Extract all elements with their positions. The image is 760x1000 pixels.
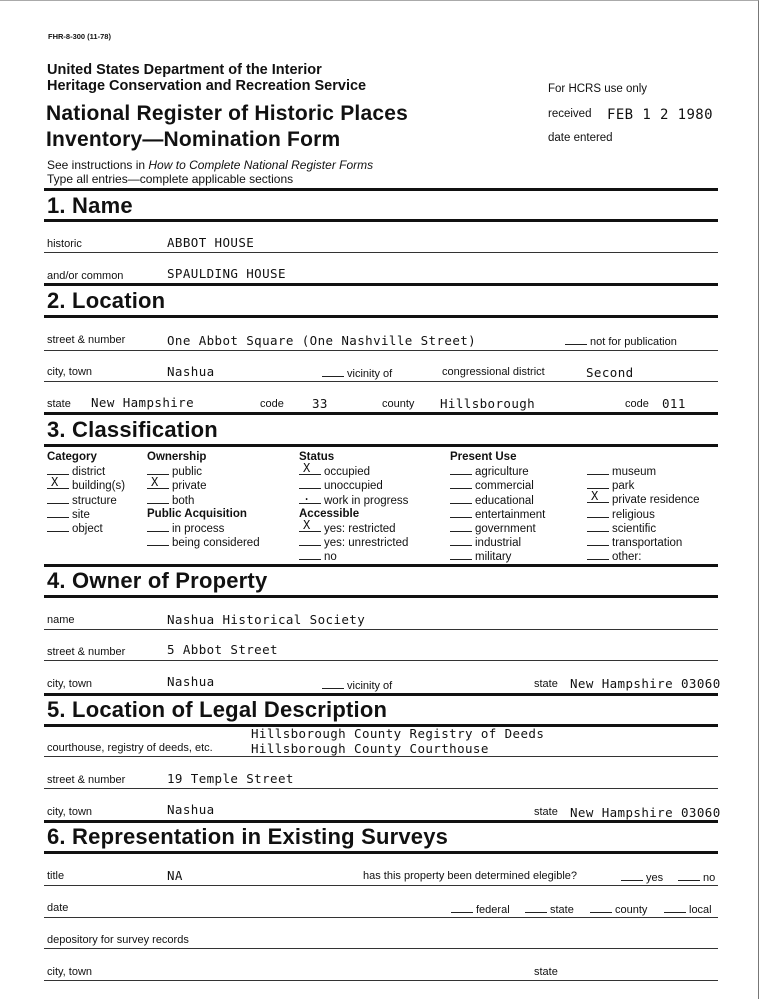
present-use-option[interactable] — [587, 507, 700, 521]
registry-value-2: Hillsborough County Courthouse — [251, 741, 489, 756]
status-option[interactable] — [299, 460, 408, 479]
checkbox-blank[interactable] — [587, 521, 609, 532]
congress-value: Second — [586, 365, 634, 380]
received-stamp: FEB 1 2 1980 — [607, 107, 713, 123]
code2-value: 011 — [662, 396, 686, 411]
county-label: county — [382, 398, 415, 410]
level-federal: federal — [451, 902, 510, 916]
present-use-option-label: government — [475, 522, 536, 535]
present-use-option[interactable] — [450, 521, 545, 535]
present-use-option-label: scientific — [612, 522, 657, 535]
rule — [44, 252, 718, 253]
hcrs-heading: For HCRS use only — [548, 83, 648, 95]
checkbox-blank[interactable] — [47, 521, 69, 532]
ownership-column — [147, 450, 260, 549]
eligible-no: no — [678, 870, 715, 884]
present-use-heading: Present Use — [450, 451, 517, 463]
present-use-option-label: industrial — [475, 537, 522, 550]
status-option-label: work in progress — [324, 494, 409, 507]
acquisition-option[interactable] — [147, 535, 260, 549]
survey-city-label: city, town — [47, 966, 93, 978]
form-title-line1: National Register of Historic Places — [46, 102, 408, 125]
acquisition-heading: Public Acquisition — [147, 507, 247, 520]
level-local: local — [664, 902, 712, 916]
checkbox-blank[interactable] — [450, 478, 472, 489]
category-option[interactable] — [47, 464, 125, 478]
owner-city-label: city, town — [47, 678, 93, 690]
level-county: county — [590, 902, 647, 916]
survey-title-label: title — [47, 870, 65, 882]
checkbox-blank[interactable] — [47, 507, 69, 518]
present-use-column-2 — [587, 464, 700, 563]
legal-city-value: Nashua — [167, 802, 215, 817]
legal-state-value: New Hampshire — [570, 805, 674, 820]
rule — [44, 629, 718, 630]
owner-city-value: Nashua — [167, 674, 215, 689]
status-option-label: unoccupied — [324, 480, 383, 493]
survey-state-label: state — [534, 966, 558, 978]
checkbox-blank[interactable] — [147, 464, 169, 475]
street-label: street & number — [47, 334, 126, 346]
owner-street-label: street & number — [47, 646, 126, 658]
present-use-option-label: transportation — [612, 536, 683, 549]
check-mark: X — [51, 475, 59, 490]
depository-label: depository for survey records — [47, 934, 189, 946]
status-option[interactable] — [299, 489, 409, 507]
code-label: code — [260, 398, 284, 410]
checkbox-blank[interactable] — [147, 521, 169, 532]
legal-zip-value: 03060 — [681, 805, 721, 820]
rule — [44, 851, 718, 854]
rule — [44, 693, 718, 696]
agency-line2: Heritage Conservation and Recreation Service — [47, 78, 367, 94]
present-use-column — [450, 450, 545, 564]
checkbox-blank[interactable] — [587, 535, 609, 546]
owner-street-value: 5 Abbot Street — [167, 642, 278, 657]
present-use-option[interactable] — [587, 464, 700, 478]
category-option-label: structure — [72, 494, 117, 507]
present-use-option[interactable] — [587, 478, 700, 492]
county-value: Hillsborough — [440, 396, 536, 411]
rule — [44, 756, 718, 757]
ownership-option[interactable] — [147, 475, 260, 493]
acquisition-option-label: in process — [172, 522, 225, 535]
category-option[interactable] — [47, 475, 126, 493]
legal-street-value: 19 Temple Street — [167, 771, 294, 786]
accessible-option-label: no — [324, 551, 337, 564]
eligible-yes: yes — [621, 870, 663, 884]
checkbox-blank[interactable] — [299, 549, 321, 560]
checkbox-blank[interactable] — [450, 549, 472, 560]
section-4-heading: 4. Owner of Property — [47, 568, 268, 593]
rule — [44, 788, 718, 789]
checkbox-blank[interactable] — [450, 464, 472, 475]
rule — [44, 315, 718, 318]
category-option-label: district — [72, 466, 106, 479]
checkbox-blank[interactable] — [587, 507, 609, 518]
present-use-option[interactable] — [587, 549, 700, 563]
accessible-option[interactable] — [299, 549, 408, 563]
acquisition-option-label: being considered — [172, 537, 260, 550]
rule — [44, 283, 718, 286]
rule — [44, 595, 718, 598]
received-label: received — [548, 108, 592, 120]
checkbox-blank[interactable] — [147, 493, 169, 504]
city-value: Nashua — [167, 364, 215, 379]
accessible-option-label: yes: restricted — [324, 522, 396, 535]
historic-value: ABBOT HOUSE — [167, 235, 255, 250]
ownership-option-label: public — [172, 466, 203, 479]
ownership-option[interactable] — [147, 464, 260, 478]
rule — [44, 381, 718, 382]
checkbox-blank[interactable] — [299, 517, 321, 532]
checkbox-blank[interactable] — [587, 549, 609, 560]
legal-city-label: city, town — [47, 806, 93, 818]
present-use-option[interactable] — [450, 493, 545, 507]
present-use-option-label: private residence — [612, 494, 700, 507]
rule — [44, 948, 718, 949]
ownership-option-label: private — [172, 480, 207, 493]
check-mark: X — [303, 460, 311, 475]
rule — [44, 917, 718, 918]
present-use-option[interactable] — [450, 535, 545, 549]
status-option-label: occupied — [324, 466, 371, 479]
rule — [44, 564, 718, 567]
owner-name-label: name — [47, 614, 75, 626]
checkbox-blank[interactable] — [47, 475, 69, 490]
rule — [44, 444, 718, 447]
survey-date-label: date — [47, 902, 69, 914]
section-1-heading: 1. Name — [47, 193, 133, 218]
category-column — [47, 450, 125, 535]
eligible-label: has this property been determined elegible? — [363, 870, 578, 882]
status-option[interactable] — [299, 478, 408, 492]
present-use-option[interactable] — [450, 507, 545, 521]
ownership-heading: Ownership — [147, 451, 207, 463]
courthouse-label: courthouse, registry of deeds, etc. — [47, 742, 213, 754]
category-option-label: object — [72, 522, 103, 535]
present-use-option-label: agriculture — [475, 466, 529, 479]
present-use-option[interactable] — [450, 478, 545, 492]
owner-state-value: New Hampshire — [570, 676, 674, 691]
instructions-line2: Type all entries—complete applicable sections — [47, 172, 294, 186]
checkbox-blank[interactable] — [147, 535, 169, 546]
owner-vicinity: vicinity of — [322, 678, 392, 692]
code2-label: code — [625, 398, 649, 410]
present-use-option-label: religious — [612, 508, 655, 521]
category-heading: Category — [47, 451, 97, 463]
rule — [44, 980, 718, 981]
checkbox-blank[interactable] — [299, 489, 321, 504]
rule — [44, 885, 718, 886]
check-mark: X — [151, 475, 159, 490]
status-heading: Status — [299, 451, 335, 463]
checkbox-blank[interactable] — [299, 460, 321, 475]
legal-street-label: street & number — [47, 774, 126, 786]
status-column — [299, 450, 408, 564]
legal-state-label: state — [534, 806, 558, 818]
category-option[interactable] — [47, 493, 125, 507]
rule — [44, 660, 718, 661]
section-2-heading: 2. Location — [47, 288, 166, 313]
checkbox-blank[interactable] — [47, 493, 69, 504]
section-6-heading: 6. Representation in Existing Surveys — [47, 824, 449, 849]
rule — [44, 820, 718, 823]
check-mark: . — [303, 489, 311, 504]
present-use-option-label: military — [475, 551, 512, 564]
present-use-option-label: entertainment — [475, 508, 546, 521]
instructions-line1: See instructions in How to Complete National Register Forms — [47, 158, 374, 172]
state-label: state — [47, 398, 71, 410]
registry-value-1: Hillsborough County Registry of Deeds — [251, 726, 545, 741]
section-3-heading: 3. Classification — [47, 417, 218, 442]
common-label: and/or common — [47, 270, 124, 282]
checkbox-blank[interactable] — [450, 507, 472, 518]
congress-label: congressional district — [442, 366, 545, 378]
street-value: One Abbot Square (One Nashville Street) — [167, 333, 477, 348]
section-5-heading: 5. Location of Legal Description — [47, 697, 388, 722]
checkbox-blank[interactable] — [299, 535, 321, 546]
state-value: New Hampshire — [91, 395, 195, 410]
accessible-option[interactable] — [299, 535, 408, 549]
checkbox-blank[interactable] — [450, 493, 472, 504]
city-label: city, town — [47, 366, 93, 378]
present-use-option-label: educational — [475, 494, 534, 507]
checkbox-blank[interactable] — [299, 478, 321, 489]
acquisition-option[interactable] — [147, 521, 260, 535]
owner-state-label: state — [534, 678, 558, 690]
form-code: FHR-8-300 (11-78) — [48, 32, 111, 41]
ownership-option-label: both — [172, 494, 195, 507]
category-option-label: site — [72, 508, 90, 521]
rule — [44, 219, 718, 222]
vicinity-of: vicinity of — [322, 366, 392, 380]
present-use-option-label: museum — [612, 466, 657, 478]
check-mark: X — [303, 517, 311, 532]
accessible-option[interactable] — [299, 517, 408, 535]
rule — [44, 188, 718, 191]
checkbox-blank[interactable] — [587, 489, 609, 504]
category-option[interactable] — [47, 507, 125, 521]
present-use-option-label: park — [612, 480, 635, 493]
checkbox-blank[interactable] — [587, 464, 609, 475]
checkbox-blank[interactable] — [47, 464, 69, 475]
check-mark: X — [591, 489, 599, 504]
present-use-option[interactable] — [587, 521, 700, 535]
owner-name-value: Nashua Historical Society — [167, 612, 366, 627]
form-title-line2: Inventory—Nomination Form — [46, 128, 341, 151]
accessible-option-label: yes: unrestricted — [324, 537, 409, 550]
present-use-option-label: commercial — [475, 480, 534, 493]
agency-line1: United States Department of the Interior — [47, 62, 322, 78]
checkbox-blank[interactable] — [587, 478, 609, 489]
survey-title-value: NA — [167, 868, 183, 883]
category-option[interactable] — [47, 521, 125, 535]
present-use-option[interactable] — [450, 549, 545, 563]
checkbox-blank[interactable] — [450, 535, 472, 546]
checkbox-blank[interactable] — [147, 475, 169, 490]
checkbox-blank[interactable] — [450, 521, 472, 532]
present-use-option[interactable] — [587, 489, 700, 507]
accessible-heading: Accessible — [299, 507, 360, 520]
common-value: SPAULDING HOUSE — [167, 266, 286, 281]
category-option-label: building(s) — [72, 480, 126, 493]
present-use-option[interactable] — [450, 464, 545, 478]
ownership-option[interactable] — [147, 493, 260, 507]
rule — [44, 350, 718, 351]
date-entered-label: date entered — [548, 132, 613, 144]
historic-label: historic — [47, 238, 82, 250]
present-use-option-label: other: — [612, 551, 642, 564]
level-state: state — [525, 902, 574, 916]
not-for-publication: not for publication — [565, 334, 677, 348]
owner-zip-value: 03060 — [681, 676, 721, 691]
code-value: 33 — [312, 396, 328, 411]
present-use-option[interactable] — [587, 535, 700, 549]
rule — [44, 412, 718, 415]
